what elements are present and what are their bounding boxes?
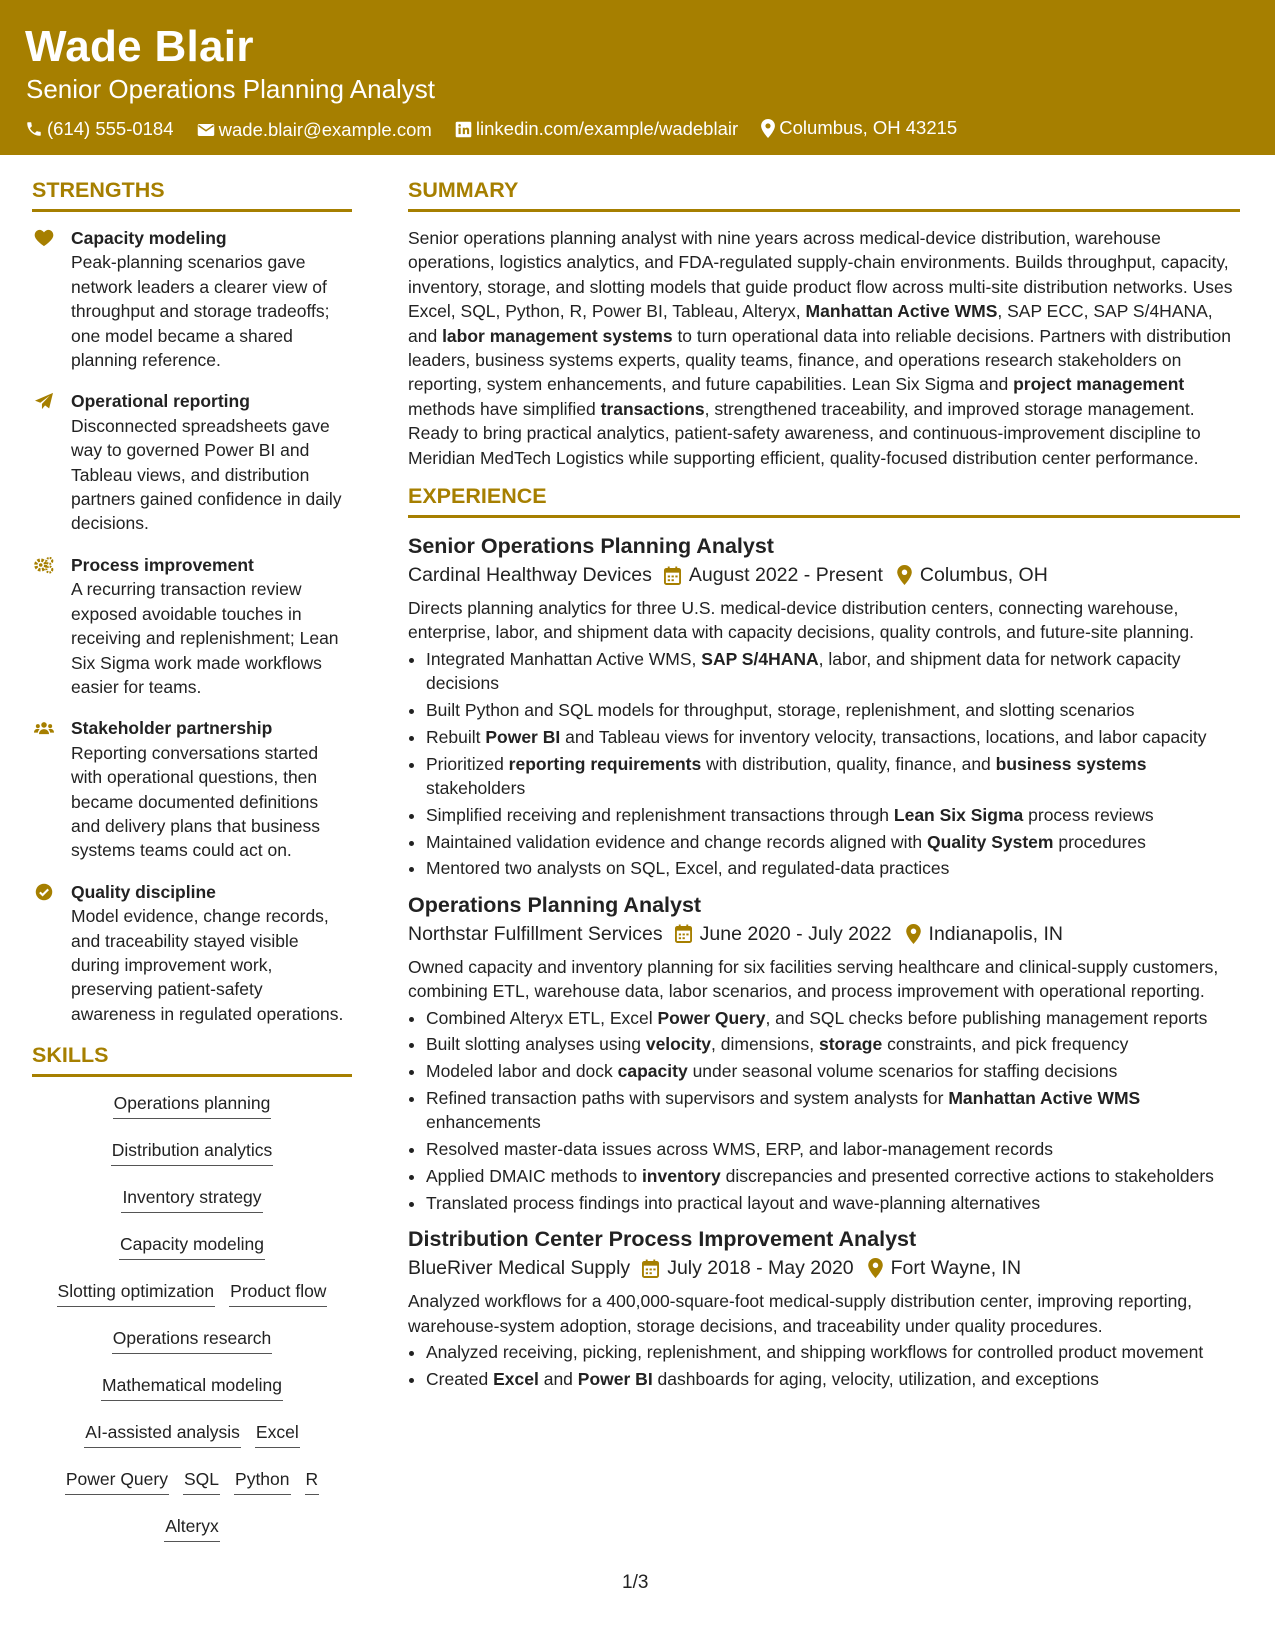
contact-location (761, 117, 957, 139)
text-segment: methods have simplified (408, 398, 601, 419)
bold-keyword: labor management systems (442, 325, 673, 346)
text-segment: Rebuilt (426, 726, 486, 747)
bold-keyword: Lean Six Sigma (893, 804, 1024, 825)
skill-tag: Operations research (112, 1326, 273, 1354)
bold-keyword: storage (819, 1034, 883, 1055)
calendar-icon (675, 924, 692, 943)
bullet-item (426, 803, 1240, 827)
strength-text: Reporting conversations started with operational questions, then became documented definitions and delivery plans that business systems teams could act on. (71, 742, 321, 861)
map-pin-icon (761, 119, 775, 138)
text-segment: Applied DMAIC methods to (426, 1166, 642, 1187)
company-name: BlueRiver Medical Supply (408, 1257, 631, 1280)
skill-tag: SQL (183, 1467, 220, 1495)
text-segment: constraints, and pick frequency (882, 1034, 1129, 1055)
skills-row (32, 1514, 352, 1542)
skills-row (32, 1185, 352, 1213)
text-segment: under seasonal volume scenarios for staffing decisions (687, 1061, 1118, 1082)
job-title: Senior Operations Planning Analyst (408, 534, 774, 559)
strength-title: Process improvement (71, 554, 254, 575)
job-description: Owned capacity and inventory planning for six facilities serving healthcare and clinical-supply customers, combining ETL, warehouse data, labor scenarios, and process improvement with operational reporting. (408, 956, 1219, 1002)
job-location: Fort Wayne, IN (890, 1257, 1022, 1280)
phone-icon (25, 120, 43, 138)
strength-item (32, 716, 352, 862)
job-bullets (408, 1006, 1240, 1216)
strength-item (32, 553, 352, 699)
bold-keyword: Excel (493, 1368, 539, 1389)
envelope-icon (197, 122, 215, 138)
skill-tag: Slotting optimization (57, 1279, 216, 1307)
bold-keyword: project management (1013, 374, 1185, 395)
text-segment: Created (426, 1368, 494, 1389)
text-segment: Integrated Manhattan Active WMS, (426, 648, 702, 669)
strength-title: Quality discipline (71, 881, 216, 902)
text-segment: , and SQL checks before publishing management reports (765, 1007, 1208, 1028)
skill-tag: Power Query (65, 1467, 169, 1495)
bold-keyword: Power Query (657, 1007, 766, 1028)
job-title: Distribution Center Process Improvement Analyst (408, 1227, 917, 1252)
bold-keyword: Quality System (927, 831, 1054, 852)
bold-keyword: velocity (645, 1034, 712, 1055)
strengths-list (32, 226, 352, 1026)
skill-tag: R (305, 1467, 320, 1495)
bullet-item (426, 647, 1240, 696)
job-meta (408, 1253, 1240, 1283)
skill-tag: Operations planning (113, 1091, 272, 1119)
skills-list (32, 1091, 352, 1542)
text-segment: enhancements (426, 1112, 541, 1133)
text-segment: and (538, 1368, 578, 1389)
strength-text: Peak-planning scenarios gave network leaders a clearer view of throughput and storage tradeoffs; one model became a shared planning reference. (71, 252, 330, 371)
text-segment: Simplified receiving and replenishment transactions through (426, 804, 894, 825)
strength-title: Stakeholder partnership (71, 718, 273, 739)
text-segment: , strengthened traceability, and improved storage management. Ready to bring practical analytics, patient-safety awareness, and continuous-improvement discipline to Meridian MedTech Logistics while supporting efficient, quality-focused distribution center performance. (408, 398, 1201, 468)
skills-row (32, 1279, 352, 1307)
job-entry (408, 891, 1240, 1215)
heart-icon (34, 229, 54, 247)
skill-tag: Inventory strategy (121, 1185, 262, 1213)
resume-header (0, 0, 1275, 155)
skill-tag: Mathematical modeling (101, 1373, 283, 1401)
bullet-item (426, 1032, 1240, 1056)
gears-icon (34, 556, 54, 574)
job-dates: July 2018 - May 2020 (667, 1257, 854, 1280)
job-description: Directs planning analytics for three U.S. medical-device distribution centers, connecting warehouse, enterprise, labor, and shipment data with capacity decisions, quality controls, and future-site planning. (408, 598, 1195, 643)
skill-tag: Capacity modeling (119, 1232, 265, 1260)
skills-row (32, 1091, 352, 1119)
bold-keyword: capacity (617, 1061, 688, 1082)
calendar-icon (642, 1259, 659, 1278)
job-bullets (408, 647, 1240, 881)
strength-text: Model evidence, change records, and traceability stayed visible during improvement work, preserving patient-safety awareness in regulated operations. (71, 906, 344, 1024)
contact-phone[interactable] (25, 118, 174, 140)
skills-row (32, 1373, 352, 1401)
strength-title: Capacity modeling (71, 228, 227, 248)
bullet-item (426, 1059, 1240, 1083)
job-entry (408, 1225, 1240, 1391)
linkedin-icon (455, 121, 472, 138)
text-segment: Resolved master-data issues across WMS, ERP, and labor-management records (426, 1139, 1054, 1160)
strength-title: Operational reporting (71, 391, 250, 412)
phone-text: (614) 555-0184 (47, 117, 174, 139)
text-segment: Built slotting analyses using (426, 1034, 646, 1055)
text-segment: Built Python and SQL models for throughput, storage, replenishment, and slotting scenarios (426, 700, 1135, 721)
bullet-item (426, 856, 1240, 880)
job-dates: June 2020 - July 2022 (699, 922, 892, 945)
bold-keyword: inventory (641, 1166, 721, 1187)
bullet-item (426, 698, 1240, 722)
job-description: Analyzed workflows for a 400,000-square-foot medical-supply distribution center, improving reporting, warehouse-system adoption, storage decisions, and traceability under quality procedures. (408, 1291, 1193, 1336)
job-title: Operations Planning Analyst (408, 892, 702, 917)
bold-keyword: Manhattan Active WMS (948, 1088, 1141, 1109)
bullet-item (426, 1340, 1240, 1364)
bold-keyword: Power BI (485, 726, 561, 747)
strength-item (32, 226, 352, 372)
linkedin-text: linkedin.com/example/wadeblair (475, 118, 739, 139)
calendar-icon (664, 566, 681, 585)
bullet-item (426, 725, 1240, 749)
left-column (32, 178, 352, 1561)
candidate-headline: Senior Operations Planning Analyst (26, 74, 436, 104)
text-segment: Senior operations planning analyst with nine years across medical-device distribution, warehouse operations, logistics analytics, and FDA-regulated supply-chain environments. Builds throughput, capacity, inventory, storage, and slotting models that guide product flow across multi-site distribution networks. Uses Excel, SQL, Python, R, Power BI, Tableau, Alteryx, (408, 228, 1233, 322)
job-dates: August 2022 - Present (688, 564, 883, 587)
text-segment: , SAP ECC, SAP S/4HANA, and (408, 301, 1213, 346)
skill-tag: Excel (255, 1420, 300, 1448)
map-pin-icon (906, 924, 921, 944)
bullet-item (426, 1006, 1240, 1030)
text-segment: process reviews (1023, 804, 1154, 825)
text-segment: with distribution, quality, finance, and (701, 753, 996, 774)
text-segment: Modeled labor and dock (426, 1061, 618, 1082)
strength-item (32, 389, 352, 535)
paper-plane-icon (34, 392, 54, 410)
job-location: Columbus, OH (919, 564, 1048, 587)
skill-tag: Alteryx (164, 1514, 219, 1542)
skill-tag: Product flow (229, 1279, 327, 1307)
skills-heading: SKILLS (32, 1043, 352, 1077)
bullet-item (426, 1164, 1240, 1188)
skills-row (32, 1467, 352, 1495)
bold-keyword: SAP S/4HANA (701, 648, 819, 669)
company-name: Northstar Fulfillment Services (408, 922, 663, 945)
bullet-item (426, 830, 1240, 854)
bullet-item (426, 752, 1240, 801)
bullet-item (426, 1137, 1240, 1161)
skill-tag: Distribution analytics (111, 1138, 273, 1166)
text-segment: discrepancies and presented corrective actions to stakeholders (720, 1166, 1214, 1187)
skills-row (32, 1420, 352, 1448)
bullet-item (426, 1367, 1240, 1391)
map-pin-icon (897, 565, 912, 585)
job-location: Indianapolis, IN (928, 922, 1063, 945)
skills-row (32, 1326, 352, 1354)
text-segment: Translated process findings into practical layout and wave-planning alternatives (426, 1192, 1041, 1213)
contact-linkedin[interactable] (455, 118, 738, 140)
text-segment: stakeholders (426, 778, 526, 799)
strength-text: Disconnected spreadsheets gave way to governed Power BI and Tableau views, and distribution partners gained confidence in daily decisions. (71, 415, 342, 534)
text-segment: Analyzed receiving, picking, replenishment, and shipping workflows for controlled product movement (426, 1342, 1204, 1363)
users-icon (34, 719, 54, 737)
job-meta (408, 919, 1240, 949)
map-pin-icon (868, 1258, 883, 1278)
job-bullets (408, 1340, 1240, 1391)
strength-item (32, 880, 352, 1026)
bold-keyword: Power BI (577, 1368, 653, 1389)
check-circle-icon (34, 883, 54, 901)
skill-tag: Python (234, 1467, 290, 1495)
summary-heading: SUMMARY (408, 178, 1240, 212)
text-segment: and Tableau views for inventory velocity, transactions, locations, and labor capacity (560, 726, 1207, 747)
bold-keyword: business systems (995, 753, 1147, 774)
candidate-name: Wade Blair (25, 22, 254, 71)
bullet-item (426, 1191, 1240, 1215)
bold-keyword: transactions (600, 398, 705, 419)
bold-keyword: reporting requirements (508, 753, 702, 774)
location-text: Columbus, OH 43215 (779, 117, 958, 138)
text-segment: dashboards for aging, velocity, utilization, and exceptions (652, 1368, 1099, 1389)
experience-heading: EXPERIENCE (408, 484, 1240, 518)
text-segment: Combined Alteryx ETL, Excel (426, 1007, 658, 1028)
company-name: Cardinal Healthway Devices (408, 564, 652, 587)
text-segment: Refined transaction paths with supervisors and system analysts for (426, 1088, 949, 1109)
job-meta (408, 560, 1240, 590)
page-number: 1/3 (622, 1572, 649, 1593)
strength-text: A recurring transaction review exposed avoidable touches in receiving and replenishment; Lean Six Sigma work made workflows easier for teams. (71, 579, 339, 697)
skills-row (32, 1232, 352, 1260)
text-segment: Prioritized (426, 753, 509, 774)
text-segment: to turn operational data into reliable decisions. Partners with distribution leaders, business systems experts, quality teams, finance, and operations research stakeholders on reporting, system enhancements, and future capabilities. Lean Six Sigma and (408, 325, 1231, 395)
skills-row (32, 1138, 352, 1166)
experience-list (408, 532, 1240, 1391)
strengths-heading: STRENGTHS (32, 178, 352, 212)
text-segment: , labor, and shipment data for network capacity decisions (426, 648, 1181, 694)
bullet-item (426, 1086, 1240, 1135)
text-segment: Mentored two analysts on SQL, Excel, and regulated-data practices (426, 858, 950, 879)
text-segment: , dimensions, (711, 1034, 819, 1055)
email-text: wade.blair@example.com (218, 118, 432, 140)
skill-tag: AI-assisted analysis (84, 1420, 241, 1448)
text-segment: procedures (1053, 831, 1146, 852)
right-column (408, 178, 1240, 1401)
contact-email[interactable] (197, 119, 432, 141)
bold-keyword: Manhattan Active WMS (805, 301, 998, 322)
summary-text (408, 226, 1240, 470)
contact-bar (25, 117, 975, 143)
text-segment: Maintained validation evidence and change records aligned with (426, 831, 928, 852)
job-entry (408, 532, 1240, 881)
